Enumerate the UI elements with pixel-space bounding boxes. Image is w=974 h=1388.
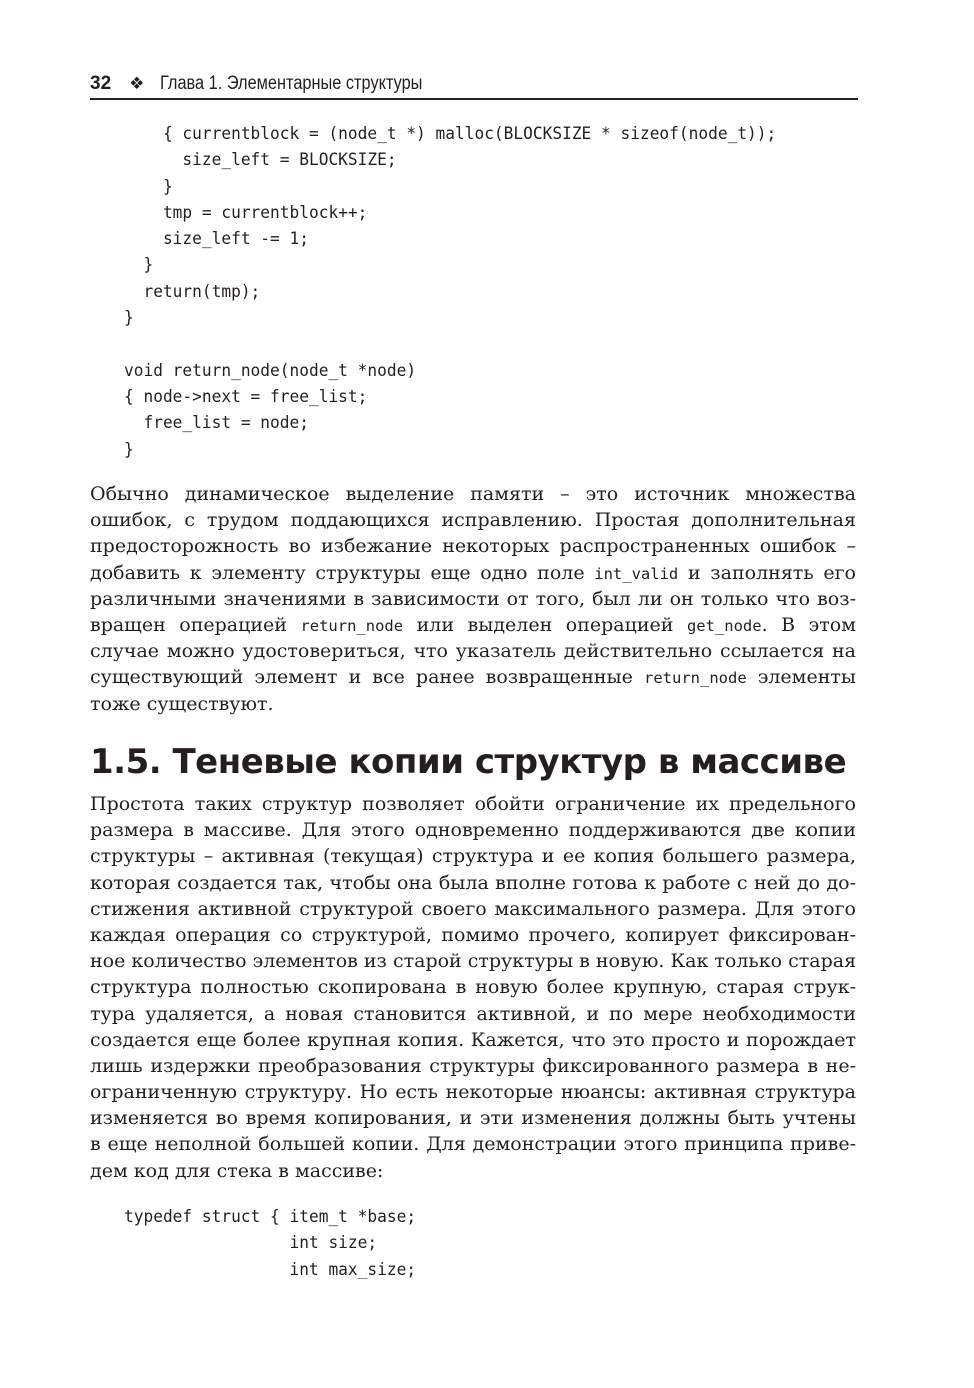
code-line: void return_node(node_t *node) xyxy=(124,360,417,380)
text-line: Обычно динамическое выделение памяти – это источник множества xyxy=(90,483,856,505)
text-line: различными значениями в зависимости от того, был ли он только что воз- xyxy=(90,587,856,610)
code-line: { currentblock = (node_t *) malloc(BLOCKSIZE * sizeof(node_t)); xyxy=(124,124,777,143)
inline-code: get_node xyxy=(686,616,762,635)
text-line: дем код для стека в массиве: xyxy=(90,1159,384,1182)
code-line: tmp = currentblock++; xyxy=(124,202,368,222)
code-line: } xyxy=(124,176,173,196)
section-heading: 1.5. Теневые копии структур в массиве xyxy=(90,742,847,782)
text-fragment: добавить к элементу структуры еще одно поле xyxy=(90,561,595,584)
text-line: которая создается так, чтобы она была вполне готова к работе с ней до до- xyxy=(90,871,856,894)
text-line: структура полностью скопирована в новую более крупную, старая струк- xyxy=(90,976,856,999)
text-line: тоже существуют. xyxy=(90,692,274,715)
code-block-typedef xyxy=(124,1204,416,1283)
text-fragment: или выделен операцией xyxy=(403,613,687,636)
text-line: в еще неполной большей копии. Для демонстрации этого принципа приве- xyxy=(90,1133,856,1156)
code-line: } xyxy=(124,308,134,328)
text-line: тура удаляется, а новая становится активной, и по мере необходимости xyxy=(90,1002,856,1025)
text-line: изменяется во время копирования, и эти изменения должны быть учтены xyxy=(90,1107,856,1130)
text-line: ошибок, с трудом поддающихся исправлению. Простая дополнительная xyxy=(90,509,856,532)
text-line: ное количество элементов из старой структуры в новую. Как только старая xyxy=(90,950,857,973)
inline-code: int_valid xyxy=(594,564,679,583)
text-line: случае можно удостовериться, что указатель действительно ссылается на xyxy=(90,640,856,663)
text-line: стижения активной структурой своего максимального размера. Для этого xyxy=(90,897,856,920)
ornament-icon: ❖ xyxy=(129,74,145,93)
code-line: size_left = BLOCKSIZE; xyxy=(124,150,397,170)
paragraph-memory-errors xyxy=(90,481,856,717)
code-line: free_list = node; xyxy=(124,413,309,433)
chapter-title: Глава 1. Элементарные структуры xyxy=(160,73,423,94)
text-fragment: и заполнять его xyxy=(678,561,856,584)
running-header xyxy=(90,70,858,100)
code-line: int size; xyxy=(124,1233,378,1253)
inline-code: return_node xyxy=(644,669,747,688)
text-line: размера в массиве. Для этого одновременно поддерживаются две копии xyxy=(90,819,856,842)
page-number: 32 xyxy=(90,73,112,94)
text-line xyxy=(90,664,856,690)
code-line xyxy=(124,331,776,357)
code-block-malloc xyxy=(124,121,776,463)
text-line: структуры – активная (текущая) структура и ее копия большего размера, xyxy=(90,845,856,868)
text-line: каждая операция со структурой, помимо прочего, копирует фиксирован- xyxy=(90,923,856,946)
text-line: ограниченную структуру. Но есть некоторые нюансы: активная структура xyxy=(90,1081,856,1104)
text-fragment: элементы xyxy=(746,666,856,689)
text-line xyxy=(90,612,856,638)
text-fragment: вращен операцией xyxy=(90,613,301,636)
text-line: предосторожность во избежание некоторых распространенных ошибок – xyxy=(90,535,856,558)
text-line: создается еще более крупная копия. Кажется, что это просто и порождает xyxy=(90,1028,856,1051)
text-line: лишь издержки преобразования структуры фиксированного размера в не- xyxy=(90,1054,856,1077)
code-line: return(tmp); xyxy=(124,281,261,301)
paragraph-shadow-copies xyxy=(90,791,856,1184)
text-fragment: . В этом xyxy=(761,613,857,636)
code-line: size_left -= 1; xyxy=(124,229,309,249)
code-line: { node->next = free_list; xyxy=(124,386,368,406)
text-line: Простота таких структур позволяет обойти ограничение их предельного xyxy=(90,793,856,815)
text-fragment: существующий элемент и все ранее возвращенные xyxy=(90,666,644,689)
code-line: } xyxy=(124,255,154,275)
code-line: typedef struct { item_t *base; xyxy=(124,1207,417,1226)
inline-code: return_node xyxy=(300,616,404,635)
code-line: int max_size; xyxy=(124,1259,417,1279)
code-line: } xyxy=(124,439,134,459)
text-line xyxy=(90,560,856,586)
